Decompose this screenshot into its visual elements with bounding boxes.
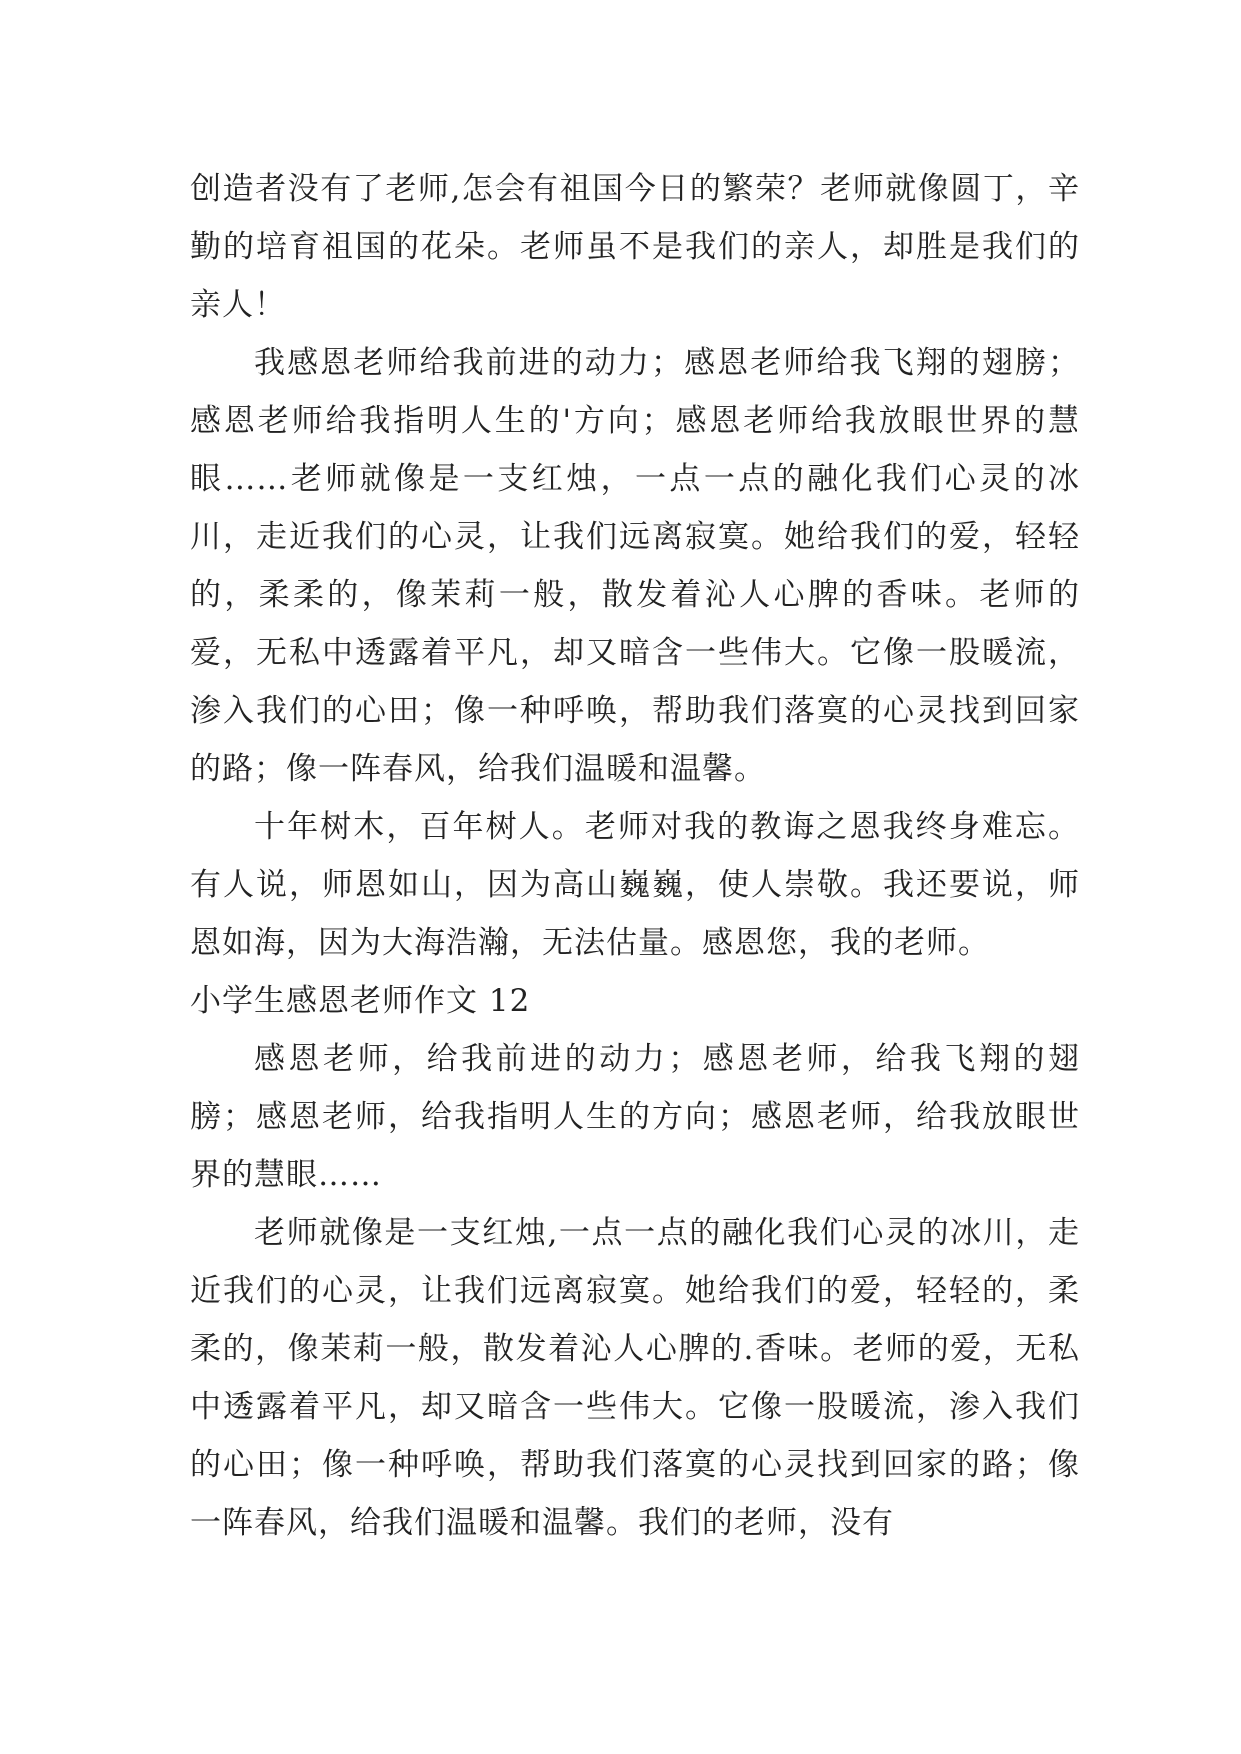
paragraph-3: 十年树木，百年树人。老师对我的教诲之恩我终身难忘。有人说，师恩如山，因为高山巍巍，使人崇敬。我还要说，师恩如海，因为大海浩瀚，无法估量。感恩您，我的老师。 [190, 809, 1080, 961]
paragraph-2: 我感恩老师给我前进的动力；感恩老师给我飞翔的翅膀；感恩老师给我指明人生的'方向；感恩老师给我放眼世界的慧眼……老师就像是一支红烛，一点一点的融化我们心灵的冰川，走近我们的心灵，让我们远离寂寞。她给我们的爱，轻轻的，柔柔的，像茉莉一般，散发着沁人心脾的香味。老师的爱，无私中透露着平凡，却又暗含一些伟大。它像一股暖流，渗入我们的心田；像一种呼唤，帮助我们落寞的心灵找到回家的路；像一阵春风，给我们温暖和温馨。 [190, 345, 1080, 787]
paragraph-4: 感恩老师，给我前进的动力；感恩老师，给我飞翔的翅膀；感恩老师，给我指明人生的方向；感恩老师，给我放眼世界的慧眼…… [190, 1041, 1080, 1193]
paragraph-1: 创造者没有了老师,怎会有祖国今日的繁荣？老师就像圆丁，辛勤的培育祖国的花朵。老师虽不是我们的亲人，却胜是我们的亲人！ [190, 171, 1080, 323]
essay-heading: 小学生感恩老师作文 12 [190, 983, 531, 1019]
document-body [190, 160, 1080, 1552]
paragraph-5: 老师就像是一支红烛,一点一点的融化我们心灵的冰川，走近我们的心灵，让我们远离寂寞。她给我们的爱，轻轻的，柔柔的，像茉莉一般，散发着沁人心脾的.香味。老师的爱，无私中透露着平凡，却又暗含一些伟大。它像一股暖流，渗入我们的心田；像一种呼唤，帮助我们落寞的心灵找到回家的路；像一阵春风，给我们温暖和温馨。我们的老师，没有 [190, 1215, 1080, 1541]
